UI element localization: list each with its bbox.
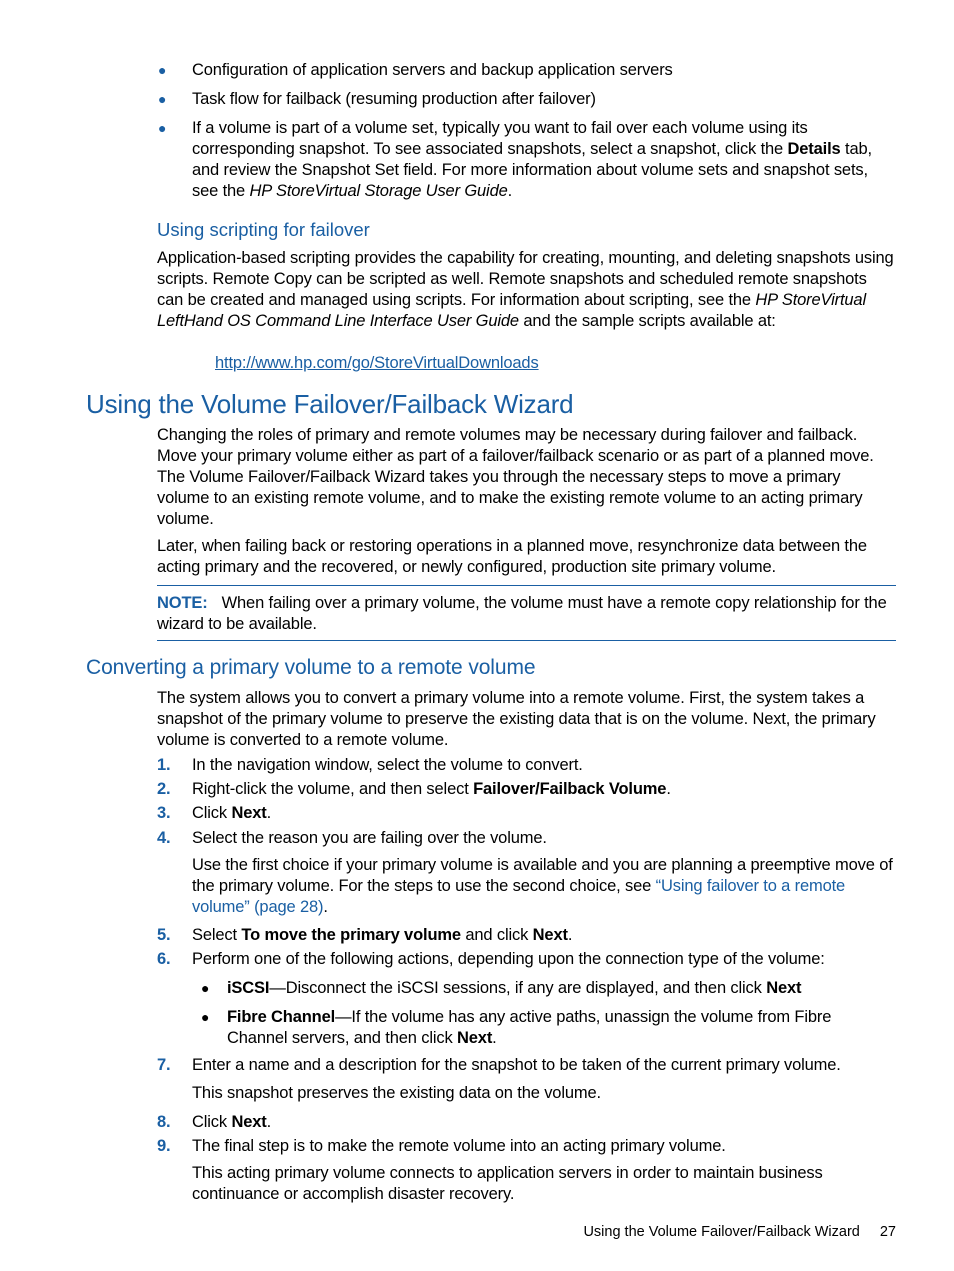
bullet-text: If a volume is part of a volume set, typically you want to fail over each volume using its corresponding snapshot. To see associated snapshots, select a snapshot, click the Details tab, and review the Snapshot Set field. For more information about volume sets and snapshot sets, see the HP StoreVirtual Storage User Guide. [192, 119, 872, 200]
step-text: Select To move the primary volume and click Next. [192, 926, 573, 944]
page-28-xref-link[interactable]: “Using failover to a remote volume” (page 28) [192, 877, 846, 916]
convert-intro: The system allows you to convert a primary volume into a remote volume. First, the system takes a snapshot of the primary volume to preserve the existing data that is on the volume. Next, the primary volume is converted to a remote volume. [157, 689, 876, 749]
step-item [157, 925, 896, 946]
step-text: Right-click the volume, and then select Failover/Failback Volume. [192, 780, 671, 798]
sub-bullet-text: iSCSI—Disconnect the iSCSI sessions, if any are displayed, and then click Next [227, 979, 802, 997]
wizard-heading: Using the Volume Failover/Failback Wizard [86, 389, 574, 419]
step-text: Perform one of the following actions, depending upon the connection type of the volume: [192, 950, 825, 968]
bullet-icon: ● [158, 91, 167, 107]
step-text: Click Next. [192, 1113, 272, 1131]
step-number: 9. [157, 1137, 171, 1155]
step-number: 4. [157, 829, 171, 847]
downloads-link[interactable]: http://www.hp.com/go/StoreVirtualDownloads [215, 354, 539, 372]
convert-heading: Converting a primary volume to a remote volume [86, 656, 536, 679]
step-item [157, 1055, 896, 1076]
step-number: 7. [157, 1056, 171, 1074]
bullet-item [157, 118, 896, 202]
step-detail: This snapshot preserves the existing data on the volume. [192, 1084, 601, 1102]
note-text: When failing over a primary volume, the volume must have a remote copy relationship for the wizard to be available. [157, 594, 887, 633]
step-detail: Use the first choice if your primary volume is available and you are planning a preemptive move of the primary volume. For the steps to use the second choice, see “Using failover to a remote volume” (page 28). [192, 856, 893, 916]
sub-bullet-item [192, 978, 896, 999]
step-item [157, 779, 896, 800]
bullet-item [157, 89, 896, 110]
step-item [157, 1136, 896, 1157]
bullet-icon: ● [201, 1009, 210, 1025]
step-item [157, 828, 896, 849]
sub-bullet-item [192, 1007, 896, 1049]
step-detail: This acting primary volume connects to application servers in order to maintain business continuance or accomplish disaster recovery. [192, 1164, 823, 1203]
step-number: 2. [157, 780, 171, 798]
bullet-icon: ● [158, 62, 167, 78]
page-number: 27 [879, 1224, 896, 1240]
step-number: 6. [157, 950, 171, 968]
bullet-text: Configuration of application servers and backup application servers [192, 61, 673, 79]
step-number: 1. [157, 756, 171, 774]
step-item [157, 1112, 896, 1133]
step-item [157, 949, 896, 970]
wizard-paragraph: Changing the roles of primary and remote volumes may be necessary during failover and failback. Move your primary volume either as part of a failover/failback scenario or as part of a planned move. The Volume Failover/Failback Wizard takes you through the necessary steps to move a primary volume to an existing remote volume, and to make the existing remote volume to an acting primary volume. [157, 426, 874, 528]
step-text: Select the reason you are failing over the volume. [192, 829, 547, 847]
scripting-paragraph: Application-based scripting provides the capability for creating, mounting, and deleting snapshots using scripts. Remote Copy can be scripted as well. Remote snapshots and scheduled remote snapshots can be created and managed using scripts. For information about scripting, see the HP StoreVirtual LeftHand OS Command Line Interface User Guide and the sample scripts available at: [157, 249, 894, 330]
bullet-icon: ● [201, 980, 210, 996]
bullet-item [157, 60, 896, 81]
step-text: Enter a name and a description for the snapshot to be taken of the current primary volume. [192, 1056, 841, 1074]
step-text: The final step is to make the remote volume into an acting primary volume. [192, 1137, 726, 1155]
footer-title: Using the Volume Failover/Failback Wizard [583, 1224, 860, 1240]
step-number: 8. [157, 1113, 171, 1131]
step-number: 5. [157, 926, 171, 944]
note-box [157, 593, 896, 635]
sub-bullet-text: Fibre Channel—If the volume has any active paths, unassign the volume from Fibre Channel servers, and then click Next. [227, 1008, 832, 1047]
bullet-icon: ● [158, 120, 167, 136]
note-bottom-rule [157, 640, 896, 641]
scripting-heading: Using scripting for failover [157, 219, 370, 240]
downloads-link-line [215, 353, 896, 374]
page-footer [480, 1222, 896, 1242]
wizard-paragraph: Later, when failing back or restoring operations in a planned move, resynchronize data between the acting primary and the recovered, or newly configured, production site primary volume. [157, 537, 867, 576]
step-item [157, 803, 896, 824]
step-text: In the navigation window, select the volume to convert. [192, 756, 583, 774]
bullet-text: Task flow for failback (resuming production after failover) [192, 90, 596, 108]
step-text: Click Next. [192, 804, 272, 822]
step-item [157, 755, 896, 776]
note-label: NOTE: [157, 594, 208, 612]
step-number: 3. [157, 804, 171, 822]
note-top-rule [157, 585, 896, 586]
